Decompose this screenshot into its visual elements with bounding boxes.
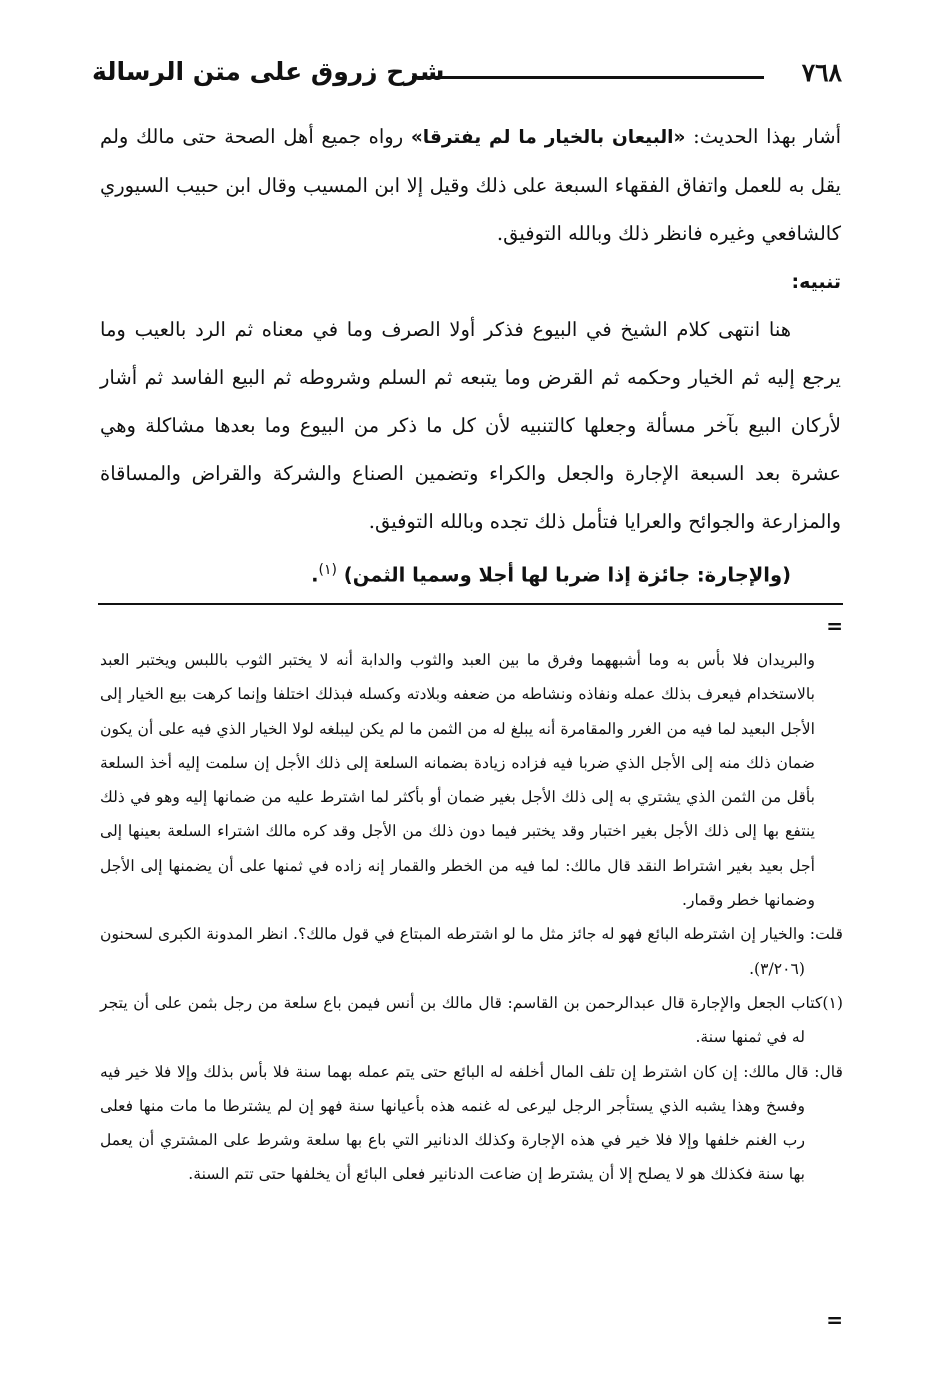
footnote-continuation: والبريدان فلا بأس به وما أشبههما وفرق ما بين العبد والثوب والدابة أنه لا يختبر الثوب باللبس ويختبر العبد بالاستخدام فيعرف بذلك عمله ونفاذه ونشاطه من ضعفه وبلادته وكسله فبذلك اختلفا وإنما كرهت بيع الخيار إلى الأجل البعيد لما فيه من الغرر والمقامرة أنه يبلغ له من الثمن ما لم يكن ليبلغه لولا الخيار الذي فيه على أن يكون ضمان ذلك منه إلى الأجل الذي ضربا فيه فزاده زيادة بضمانه السلعة إلى ذلك الأجل إن سلمت إليه أخذ السلعة بأقل من الثمن الذي يشتري به إلى ذلك الأجل بغير ضمان أو بأكثر لما اشترط عليه من ضمانها إليه وهو في ذلك ينتفع بها إلى ذلك الأجل بغير اختبار وقد يختبر فيما دون ذلك من الأجل وقد كره مالك اشتراء السلعة بعينها إلى أجل بعيد بغير اشتراط النقد قال مالك: لما فيه من الخطر والقمار إنه زاده في ثمنها على أن يضمنها إلى الأجل وضمانها خطر وقمار. <box>100 651 815 910</box>
page-number: ٧٦٨ <box>801 58 842 87</box>
footnote-qult: قلت: والخيار إن اشترطه البائع فهو له جائز مثل ما لو اشترطه المبتاع في قول مالك؟. انظر المدونة الكبرى لسحنون (٣/٢٠٦). <box>100 925 843 978</box>
continuation-mark-top: = <box>826 614 843 638</box>
footnote-ref: (١) <box>318 562 337 578</box>
main-text <box>100 113 841 600</box>
matn-line: (والإجارة: جائزة إذا ضربا لها أجلا وسميا الثمن) $^{(١)}$. <box>311 562 791 587</box>
footnote-separator <box>98 603 843 605</box>
footnotes <box>100 643 843 1192</box>
footnote-1: (١)كتاب الجعل والإجارة قال عبدالرحمن بن القاسم: قال مالك بن أنس فيمن باع سلعة من رجل بثمن على أن يتجر له في ثمنها سنة. <box>100 993 843 1047</box>
header-rule <box>412 76 764 79</box>
footnote-qal: قال: قال مالك: إن كان اشترط إن تلف المال أخلفه له البائع حتى يتم عمله بهما سنة فلا بأس بذلك وإلا فلا خير فيه وفسخ وهذا يشبه الذي يستأجر الرجل ليرعى له غنمه هذه بأعيانها سنة فهو إن لم يشترطا ما مات منها فعلى رب الغنم خلفها وإلا فلا خير في هذه الإجارة وكذلك الدنانير التي باع بها سلعة وشرط على المشتري أن يعمل بها سنة فكذلك هو لا يصلح إلا أن يشترط إن ضاعت الدنانير فعلى البائع أن يخلفها حتى تتم السنة. <box>100 1062 843 1184</box>
matn-text: (والإجارة: جائزة إذا ضربا لها أجلا وسميا الثمن) <box>343 563 791 587</box>
continuation-mark-bottom: = <box>826 1308 843 1332</box>
hadith-quote: «البيعان بالخيار ما لم يفترقا» <box>410 127 686 148</box>
hadith-commentary: رواه جميع أهل الصحة حتى مالك ولم يقل به للعمل واتفاق الفقهاء السبعة على ذلك وقيل إلا ابن المسيب وقال ابن حبيب السيوري كالشافعي وغيره فانظر ذلك وبالله التوفيق. <box>100 125 841 245</box>
page-header <box>92 54 842 98</box>
paragraph-hadith <box>100 113 841 258</box>
hadith-intro: أشار بهذا الحديث: <box>685 125 841 148</box>
running-title: شرح زروق على متن الرسالة <box>92 57 445 86</box>
paragraph-notice: هنا انتهى كلام الشيخ في البيوع فذكر أولا الصرف وما في معناه ثم الرد بالعيب وما يرجع إليه ثم الخيار وحكمه ثم القرض وما يتبعه ثم السلم وشروطه ثم البيع الفاسد ثم أشار لأركان البيع بآخر مسألة وجعلها كالتنبيه لأن كل ما ذكر من البيوع وما بعدها مشاكلة وهي عشرة بعد السبعة الإجارة والجعل والكراء وتضمين الصناع والشركة والقراض والمساقاة والمزارعة والجوائح والعرايا فتأمل ذلك تجده وبالله التوفيق. <box>100 318 841 533</box>
notice-heading: تنبيه: <box>791 271 841 293</box>
